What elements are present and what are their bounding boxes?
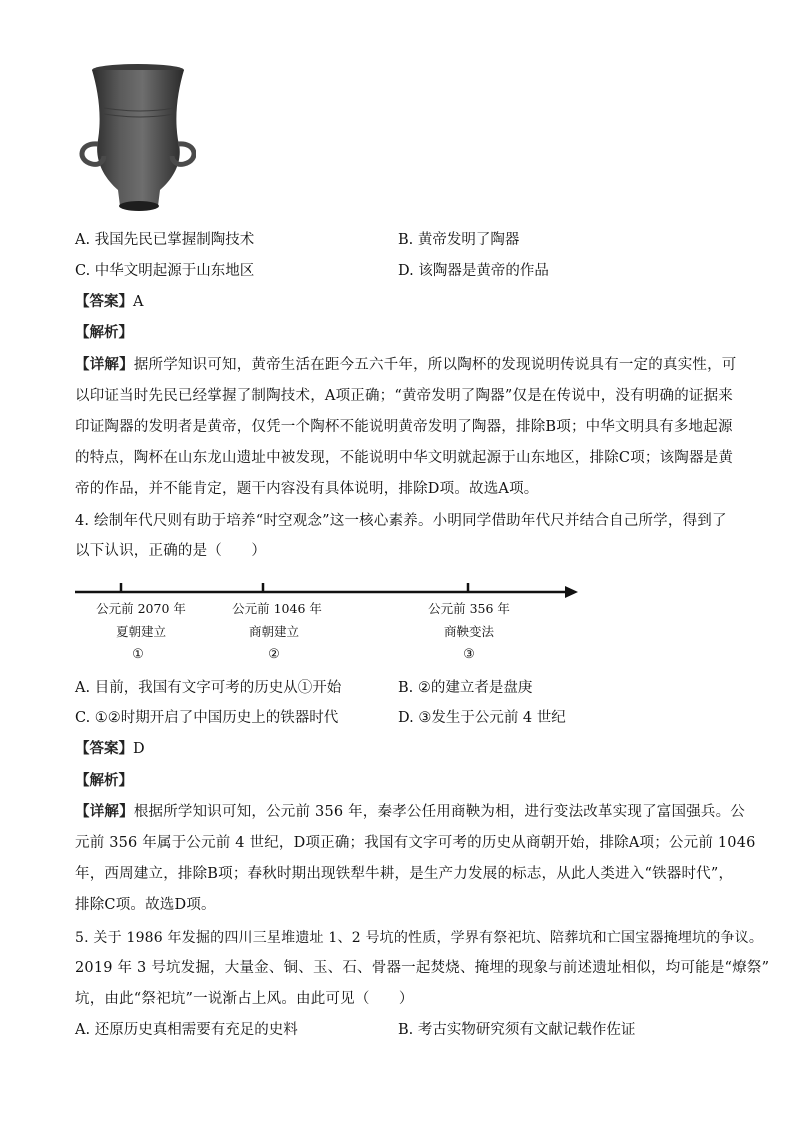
q4-detail-line-2: 元前 356 年属于公元前 4 世纪，D项正确；我国有文字可考的历史从商朝开始，排除A项；公元前 1046 [75, 835, 756, 851]
q3-analysis-label [75, 323, 133, 343]
q5-option-b: B. 考古实物研究须有文献记载作佐证 [398, 1022, 636, 1038]
timeline-year-2: 公元前 1046 年 [232, 601, 322, 616]
timeline-year-3: 公元前 356 年 [428, 601, 510, 616]
timeline-event-2: 商朝建立 [248, 624, 300, 639]
q4-detail-line-3: 年，西周建立，排除B项；春秋时期出现铁犁牛耕，是生产力发展的标志，从此人类进入“铁器时代”， [75, 866, 734, 882]
q4-stem-line-2: 以下认识，正确的是（ ） [75, 543, 267, 559]
q4-stem-line-1: 4. 绘制年代尺则有助于培养“时空观念”这一核心素养。小明同学借助年代尺并结合自己所学，得到了 [75, 513, 727, 529]
q3-answer-label: 【答案】 [75, 294, 133, 310]
q4-answer-label: 【答案】 [75, 741, 133, 757]
q3-answer-value: A [133, 294, 144, 310]
q4-answer [75, 739, 145, 759]
timeline-mark-2: ② [268, 647, 280, 662]
q5-stem-line-2: 2019 年 3 号坑发掘，大量金、铜、玉、石、骨器一起焚烧、掩埋的现象与前述遗址相似，均可能是“燎祭” [75, 960, 770, 976]
q3-detail-label: 【详解】 [75, 357, 134, 373]
q4-option-a: A. 目前，我国有文字可考的历史从①开始 [75, 680, 342, 696]
timeline-year-1: 公元前 2070 年 [96, 601, 186, 616]
pottery-jar-svg [74, 60, 196, 218]
q3-option-b: B. 黄帝发明了陶器 [398, 232, 520, 248]
q3-option-a: A. 我国先民已掌握制陶技术 [75, 232, 255, 248]
pottery-jar-image [74, 60, 196, 218]
q3-analysis-text: 【解析】 [75, 325, 133, 341]
q3-answer [75, 292, 143, 312]
q4-detail-text-1: 根据所学知识可知，公元前 356 年，秦孝公任用商鞅为相，进行变法改革实现了富国强兵。公 [133, 804, 746, 820]
q4-option-d: D. ③发生于公元前 4 世纪 [398, 710, 566, 726]
q3-detail-line-2: 以印证当时先民已经掌握了制陶技术，A项正确；“黄帝发明了陶器”仅是在传说中，没有明确的证据来 [75, 388, 733, 404]
timeline-mark-1: ① [132, 647, 144, 662]
q4-option-b: B. ②的建立者是盘庚 [398, 680, 533, 696]
q3-option-c: C. 中华文明起源于山东地区 [75, 263, 255, 279]
q4-analysis-label [75, 771, 133, 791]
q3-detail-text-1: 据所学知识可知，黄帝生活在距今五六千年，所以陶杯的发现说明传说具有一定的真实性，可 [133, 357, 737, 373]
q5-stem-line-3: 坑，由此“祭祀坑”一说渐占上风。由此可见（ ） [75, 991, 414, 1007]
q4-option-c: C. ①②时期开启了中国历史上的铁器时代 [75, 710, 339, 726]
q5-option-a: A. 还原历史真相需要有充足的史料 [75, 1022, 298, 1038]
timeline-event-3: 商鞅变法 [443, 624, 495, 639]
q3-detail-line-3: 印证陶器的发明者是黄帝，仅凭一个陶杯不能说明黄帝发明了陶器，排除B项；中华文明具有多地起源 [75, 419, 733, 435]
q3-detail-line-4: 的特点，陶杯在山东龙山遗址中被发现，不能说明中华文明就起源于山东地区，排除C项；该陶器是黄 [75, 450, 734, 466]
q5-stem-line-1: 5. 关于 1986 年发掘的四川三星堆遗址 1、2 号坑的性质，学界有祭祀坑、陪葬坑和亡国宝器掩埋坑的争议。 [75, 930, 764, 946]
q4-detail-label: 【详解】 [75, 804, 134, 820]
timeline-event-1: 夏朝建立 [115, 624, 167, 639]
q3-detail-line-5: 帝的作品，并不能肯定，题干内容没有具体说明，排除D项。故选A项。 [75, 481, 539, 497]
q4-answer-value: D [133, 741, 145, 757]
q3-option-d: D. 该陶器是黄帝的作品 [398, 263, 549, 279]
q4-detail-line-1 [75, 802, 745, 822]
q3-detail-line-1 [75, 355, 737, 375]
q4-detail-line-4: 排除C项。故选D项。 [75, 897, 216, 913]
timeline-mark-3: ③ [463, 647, 475, 662]
q4-analysis-text: 【解析】 [75, 773, 133, 789]
